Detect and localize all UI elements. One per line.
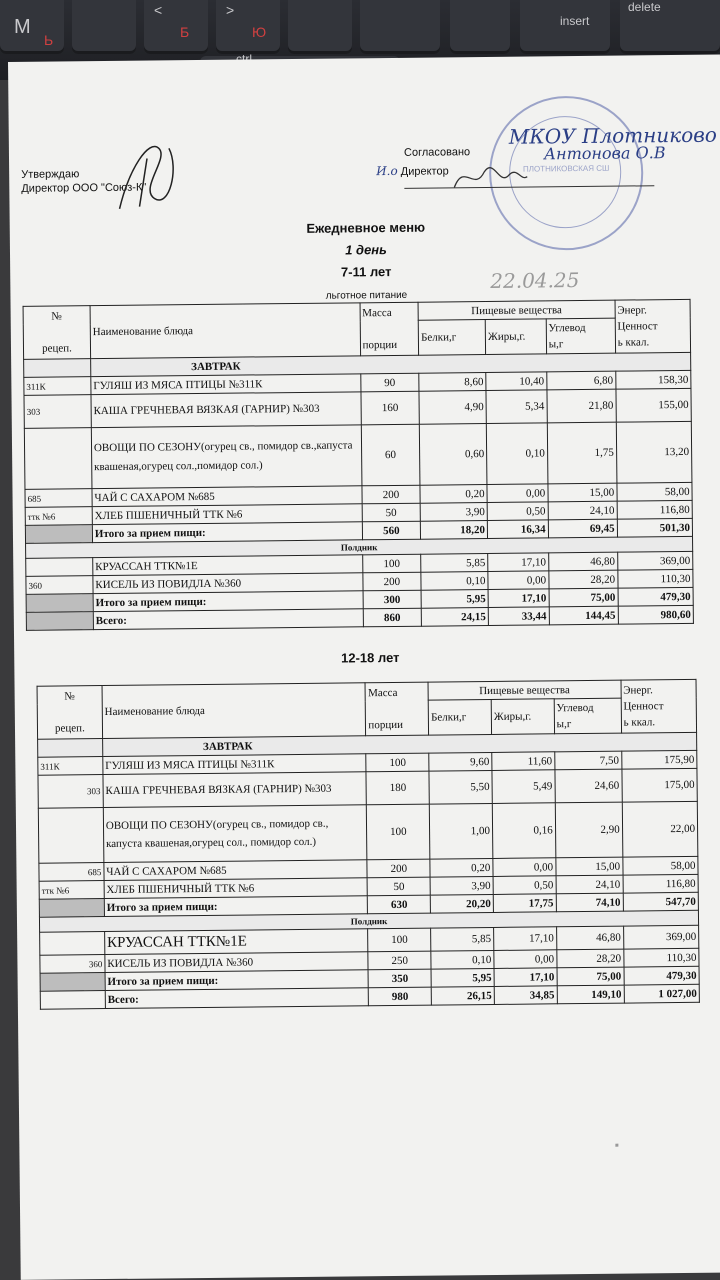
table-cell: 479,30 <box>618 587 693 606</box>
table-cell: 28,20 <box>557 949 624 968</box>
table-cell: 116,80 <box>617 500 692 519</box>
table-cell: 200 <box>362 572 421 591</box>
table-cell: 69,45 <box>548 519 617 538</box>
table-cell <box>40 991 105 1010</box>
label-text: Масса <box>368 686 398 700</box>
table-cell: 0,00 <box>488 571 549 590</box>
label-text: порции <box>362 338 398 352</box>
table-cell <box>26 558 93 577</box>
label-text: Ценност <box>623 700 664 713</box>
agreed-prefix: И.о <box>376 163 398 179</box>
table-cell: 50 <box>367 877 430 896</box>
table-cell: 0,10 <box>431 950 494 969</box>
label-text: insert <box>560 14 590 28</box>
table-cell: 26,15 <box>431 986 494 1005</box>
table-cell: 0,20 <box>430 858 493 877</box>
section-breakfast: ЗАВТРАК <box>102 732 696 756</box>
keyboard-key <box>620 0 720 54</box>
table-row <box>24 421 692 489</box>
header-mass <box>365 682 428 736</box>
table-cell: 0,20 <box>420 485 487 504</box>
keyboard-key <box>0 0 64 54</box>
table-cell: 21,80 <box>547 389 616 423</box>
table-cell: 75,00 <box>557 967 624 986</box>
agreed-director: Директор <box>400 165 449 178</box>
label-text: М <box>14 16 31 38</box>
table-row <box>38 801 698 863</box>
table-cell: 3,90 <box>430 876 493 895</box>
table-cell: 685 <box>39 863 104 882</box>
table-cell: КИСЕЛЬ ИЗ ПОВИДЛА №360 <box>105 952 369 973</box>
table-cell: 303 <box>38 775 103 809</box>
table-cell: 5,49 <box>492 770 555 804</box>
table-cell: 110,30 <box>623 948 699 967</box>
header-carb <box>546 318 615 354</box>
table-cell: 11,60 <box>492 752 555 771</box>
table-cell: 1,00 <box>429 803 492 859</box>
day-title: 1 день <box>345 242 387 258</box>
table-cell: 100 <box>366 753 429 772</box>
table-cell: 60 <box>361 424 420 486</box>
label-text: Энерг. <box>617 304 647 317</box>
table-cell: 4,90 <box>419 391 486 425</box>
table-cell: 180 <box>366 771 429 805</box>
table-cell: 0,00 <box>487 484 548 503</box>
table-cell: 22,00 <box>622 801 698 857</box>
table-cell <box>40 973 105 992</box>
table-cell: 24,60 <box>555 769 622 803</box>
table-cell: КИСЕЛЬ ИЗ ПОВИДЛА №360 <box>93 573 363 594</box>
table-cell: 155,00 <box>616 388 692 422</box>
table-cell: 0,50 <box>493 876 556 895</box>
table-cell: 0,00 <box>493 858 556 877</box>
table-cell <box>26 594 93 613</box>
table-cell: 501,30 <box>617 518 692 537</box>
subsidy-label: льготное питание <box>325 289 408 302</box>
section-snack: Полдник <box>26 536 693 558</box>
label-text: № <box>51 310 62 323</box>
table-cell: 58,00 <box>617 482 692 501</box>
table-cell: КРУАССАН ТТК№1Е <box>93 555 363 576</box>
table-cell: 630 <box>368 895 431 914</box>
table-cell <box>38 808 103 864</box>
table-cell: 0,00 <box>494 950 557 969</box>
header-num <box>23 306 90 360</box>
table-cell: ОВОЩИ ПО СЕЗОНУ(огурец св., помидор св.,капуста квашеная,огурец сол.,помидор сол.) <box>91 425 361 489</box>
label-text: < <box>154 2 163 18</box>
section-snack: Полдник <box>39 910 698 932</box>
approve-director: Директор ООО "Союз-К" <box>21 181 147 195</box>
keyboard-key <box>360 0 440 54</box>
label-text: Ю <box>252 24 267 40</box>
header-name: Наименование блюда <box>102 683 366 739</box>
label-text: ы,г <box>548 338 564 351</box>
label-text: ь ккал. <box>617 336 650 349</box>
label-text: Углевод <box>548 321 586 335</box>
table-cell: 24,15 <box>421 608 488 627</box>
table-cell: 0,60 <box>419 424 487 486</box>
label-text: Б <box>180 24 190 40</box>
label-text: Ценност <box>617 320 658 333</box>
header-mass <box>360 302 419 356</box>
header-num <box>37 686 102 740</box>
header-energy <box>621 679 697 733</box>
table-cell: 17,75 <box>493 894 556 913</box>
table-cell: КРУАССАН ТТК№1Е <box>104 929 368 955</box>
signature-right <box>449 157 529 198</box>
table-cell: 28,20 <box>549 570 618 589</box>
table-cell: Всего: <box>93 609 363 630</box>
handwritten-name: Антонова О.В <box>543 143 666 164</box>
header-name: Наименование блюда <box>90 303 360 359</box>
stamp-text: ПЛОТНИКОВСКАЯ СШ <box>522 163 610 174</box>
table-cell: 10,40 <box>486 372 547 391</box>
menu-title: Ежедневное меню <box>306 219 426 236</box>
approve-label: Утверждаю <box>21 168 80 181</box>
label-text: рецеп. <box>41 342 72 355</box>
header-fat: Жиры,г. <box>491 699 554 735</box>
table-cell <box>24 428 92 490</box>
keyboard-key <box>450 0 510 54</box>
table-cell: 90 <box>360 373 419 392</box>
table-cell: 33,44 <box>488 607 549 626</box>
table-cell: ХЛЕБ ПШЕНИЧНЫЙ ТТК №6 <box>92 504 362 525</box>
table-cell: Итого за прием пищи: <box>93 591 363 612</box>
table-cell: ЧАЙ С САХАРОМ №685 <box>92 486 362 507</box>
table-cell: ттк №6 <box>25 507 92 526</box>
table-cell: 303 <box>24 395 91 429</box>
table-cell: 0,50 <box>487 502 548 521</box>
section-breakfast: ЗАВТРАК <box>91 352 691 376</box>
table-cell: 7,50 <box>554 751 621 770</box>
table-cell: 560 <box>362 521 421 540</box>
table-cell: 5,85 <box>431 927 494 951</box>
table-cell: 3,90 <box>420 503 487 522</box>
paper-mark <box>615 1144 618 1147</box>
table-cell: 6,80 <box>546 371 615 390</box>
label-text: Энерг. <box>623 684 653 697</box>
table-cell: 158,30 <box>615 370 690 389</box>
keyboard-key <box>144 0 208 54</box>
table-cell: 46,80 <box>556 926 623 950</box>
table-cell: 311К <box>38 757 103 776</box>
table-cell: 13,20 <box>616 421 692 483</box>
keyboard-key <box>288 0 352 54</box>
table-cell: 17,10 <box>488 589 549 608</box>
table-cell: ттк №6 <box>39 881 104 900</box>
label-text: delete <box>628 0 661 14</box>
header-fat: Жиры,г. <box>485 319 546 355</box>
table-cell: Итого за прием пищи: <box>105 970 369 991</box>
table-cell: 24,10 <box>548 501 617 520</box>
table-cell: 17,10 <box>488 553 549 572</box>
table-cell: 5,50 <box>429 770 492 804</box>
table-cell: 15,00 <box>556 857 623 876</box>
handwritten-date: 22.04.25 <box>490 268 580 293</box>
table-cell: 16,34 <box>487 520 548 539</box>
table-cell: 1 027,00 <box>624 984 700 1003</box>
label-text: рецеп. <box>54 722 85 735</box>
table-cell: Итого за прием пищи: <box>104 896 368 917</box>
table-cell: 0,10 <box>486 423 547 485</box>
table-cell: 175,90 <box>621 750 697 769</box>
label-text: ь ккал. <box>623 716 656 729</box>
table-cell: 20,20 <box>430 894 493 913</box>
table-cell: ГУЛЯШ ИЗ МЯСА ПТИЦЫ №311К <box>103 754 367 775</box>
document-page <box>8 55 720 1280</box>
label-text: > <box>226 2 235 18</box>
table-cell: 144,45 <box>549 606 618 625</box>
table-cell: 100 <box>367 804 430 860</box>
header-nutrients: Пищевые вещества <box>418 300 615 320</box>
table-cell: 9,60 <box>429 752 492 771</box>
label-text: № <box>64 690 75 703</box>
table-cell: 100 <box>368 928 431 952</box>
table-cell: 200 <box>362 485 421 504</box>
menu-table-7-11 <box>23 299 694 631</box>
table-cell: 5,34 <box>486 390 547 424</box>
header-protein: Белки,г <box>418 320 485 356</box>
table-cell: 17,10 <box>494 968 557 987</box>
table-cell: 685 <box>25 489 92 508</box>
table-cell: 46,80 <box>548 552 617 571</box>
table-cell: 250 <box>368 951 431 970</box>
table-cell: 1,75 <box>547 422 617 484</box>
header-protein: Белки,г <box>428 699 491 735</box>
table-cell: 547,70 <box>623 892 699 911</box>
table-cell: 116,80 <box>623 874 699 893</box>
menu-table-12-18 <box>37 679 700 1010</box>
table-cell: 369,00 <box>617 551 692 570</box>
table-cell: 200 <box>367 859 430 878</box>
table-cell: 311К <box>24 377 91 396</box>
table-cell: 50 <box>362 503 421 522</box>
age-group-2: 12-18 лет <box>340 649 400 666</box>
label-text: Масса <box>362 306 392 320</box>
table-cell: КАША ГРЕЧНЕВАЯ ВЯЗКАЯ (ГАРНИР) №303 <box>103 772 367 808</box>
label-text: Ь <box>44 32 54 48</box>
table-cell: ХЛЕБ ПШЕНИЧНЫЙ ТТК №6 <box>104 878 368 899</box>
table-cell: 5,95 <box>421 590 488 609</box>
table-cell <box>25 525 92 544</box>
table-cell: 58,00 <box>622 856 698 875</box>
label-text: Углевод <box>556 701 594 715</box>
table-cell: 17,10 <box>494 927 557 951</box>
table-cell <box>26 612 93 631</box>
header-energy <box>615 299 691 353</box>
table-cell <box>24 359 91 378</box>
table-cell: 360 <box>40 955 105 974</box>
table-cell: 350 <box>368 969 431 988</box>
table-cell: 2,90 <box>555 802 623 858</box>
table-cell: КАША ГРЕЧНЕВАЯ ВЯЗКАЯ (ГАРНИР) №303 <box>91 392 361 428</box>
table-cell: 74,10 <box>556 893 623 912</box>
table-cell: 5,85 <box>421 554 488 573</box>
table-cell: 8,60 <box>419 373 486 392</box>
table-cell: 24,10 <box>556 875 623 894</box>
table-cell: 18,20 <box>420 521 487 540</box>
table-cell: Итого за прием пищи: <box>92 522 362 543</box>
table-cell: 110,30 <box>618 569 693 588</box>
keyboard-key <box>72 0 136 54</box>
header-carb <box>554 698 621 734</box>
header-nutrients: Пищевые вещества <box>428 680 621 700</box>
keyboard-key <box>520 0 610 54</box>
keyboard-key <box>216 0 280 54</box>
table-cell <box>38 739 103 758</box>
table-cell <box>39 899 104 918</box>
label-text: ы,г <box>556 718 572 731</box>
signature-left <box>99 128 190 219</box>
table-cell: 860 <box>363 608 422 627</box>
label-text: порции <box>368 718 404 732</box>
table-cell: ГУЛЯШ ИЗ МЯСА ПТИЦЫ №311К <box>91 374 361 395</box>
table-cell: 34,85 <box>494 986 557 1005</box>
table-cell: 100 <box>362 554 421 573</box>
table-cell: 175,00 <box>622 768 698 802</box>
table-cell: 160 <box>361 391 420 425</box>
table-cell: 149,10 <box>557 985 624 1004</box>
agreed-label: Согласовано <box>403 146 471 159</box>
table-cell: 5,95 <box>431 968 494 987</box>
table-cell: 980 <box>369 987 432 1006</box>
table-cell: 369,00 <box>623 925 699 949</box>
table-cell: 15,00 <box>548 483 617 502</box>
table-cell: 479,30 <box>624 966 700 985</box>
table-cell: 360 <box>26 576 93 595</box>
table-cell: 300 <box>363 590 422 609</box>
table-cell: ЧАЙ С САХАРОМ №685 <box>104 860 368 881</box>
table-cell: 980,60 <box>618 605 693 624</box>
table-cell: ОВОЩИ ПО СЕЗОНУ(огурец св., помидор св., капуста квашеная,огурец сол., помидор сол.) <box>103 805 367 863</box>
table-cell: Всего: <box>105 988 369 1009</box>
table-cell: 0,16 <box>492 803 555 859</box>
table-cell: 75,00 <box>549 588 618 607</box>
age-group-1: 7-11 лет <box>340 263 392 280</box>
handwritten-school: МКОУ Плотниково <box>508 122 718 149</box>
table-cell <box>40 932 105 956</box>
table-cell: 0,10 <box>421 572 488 591</box>
